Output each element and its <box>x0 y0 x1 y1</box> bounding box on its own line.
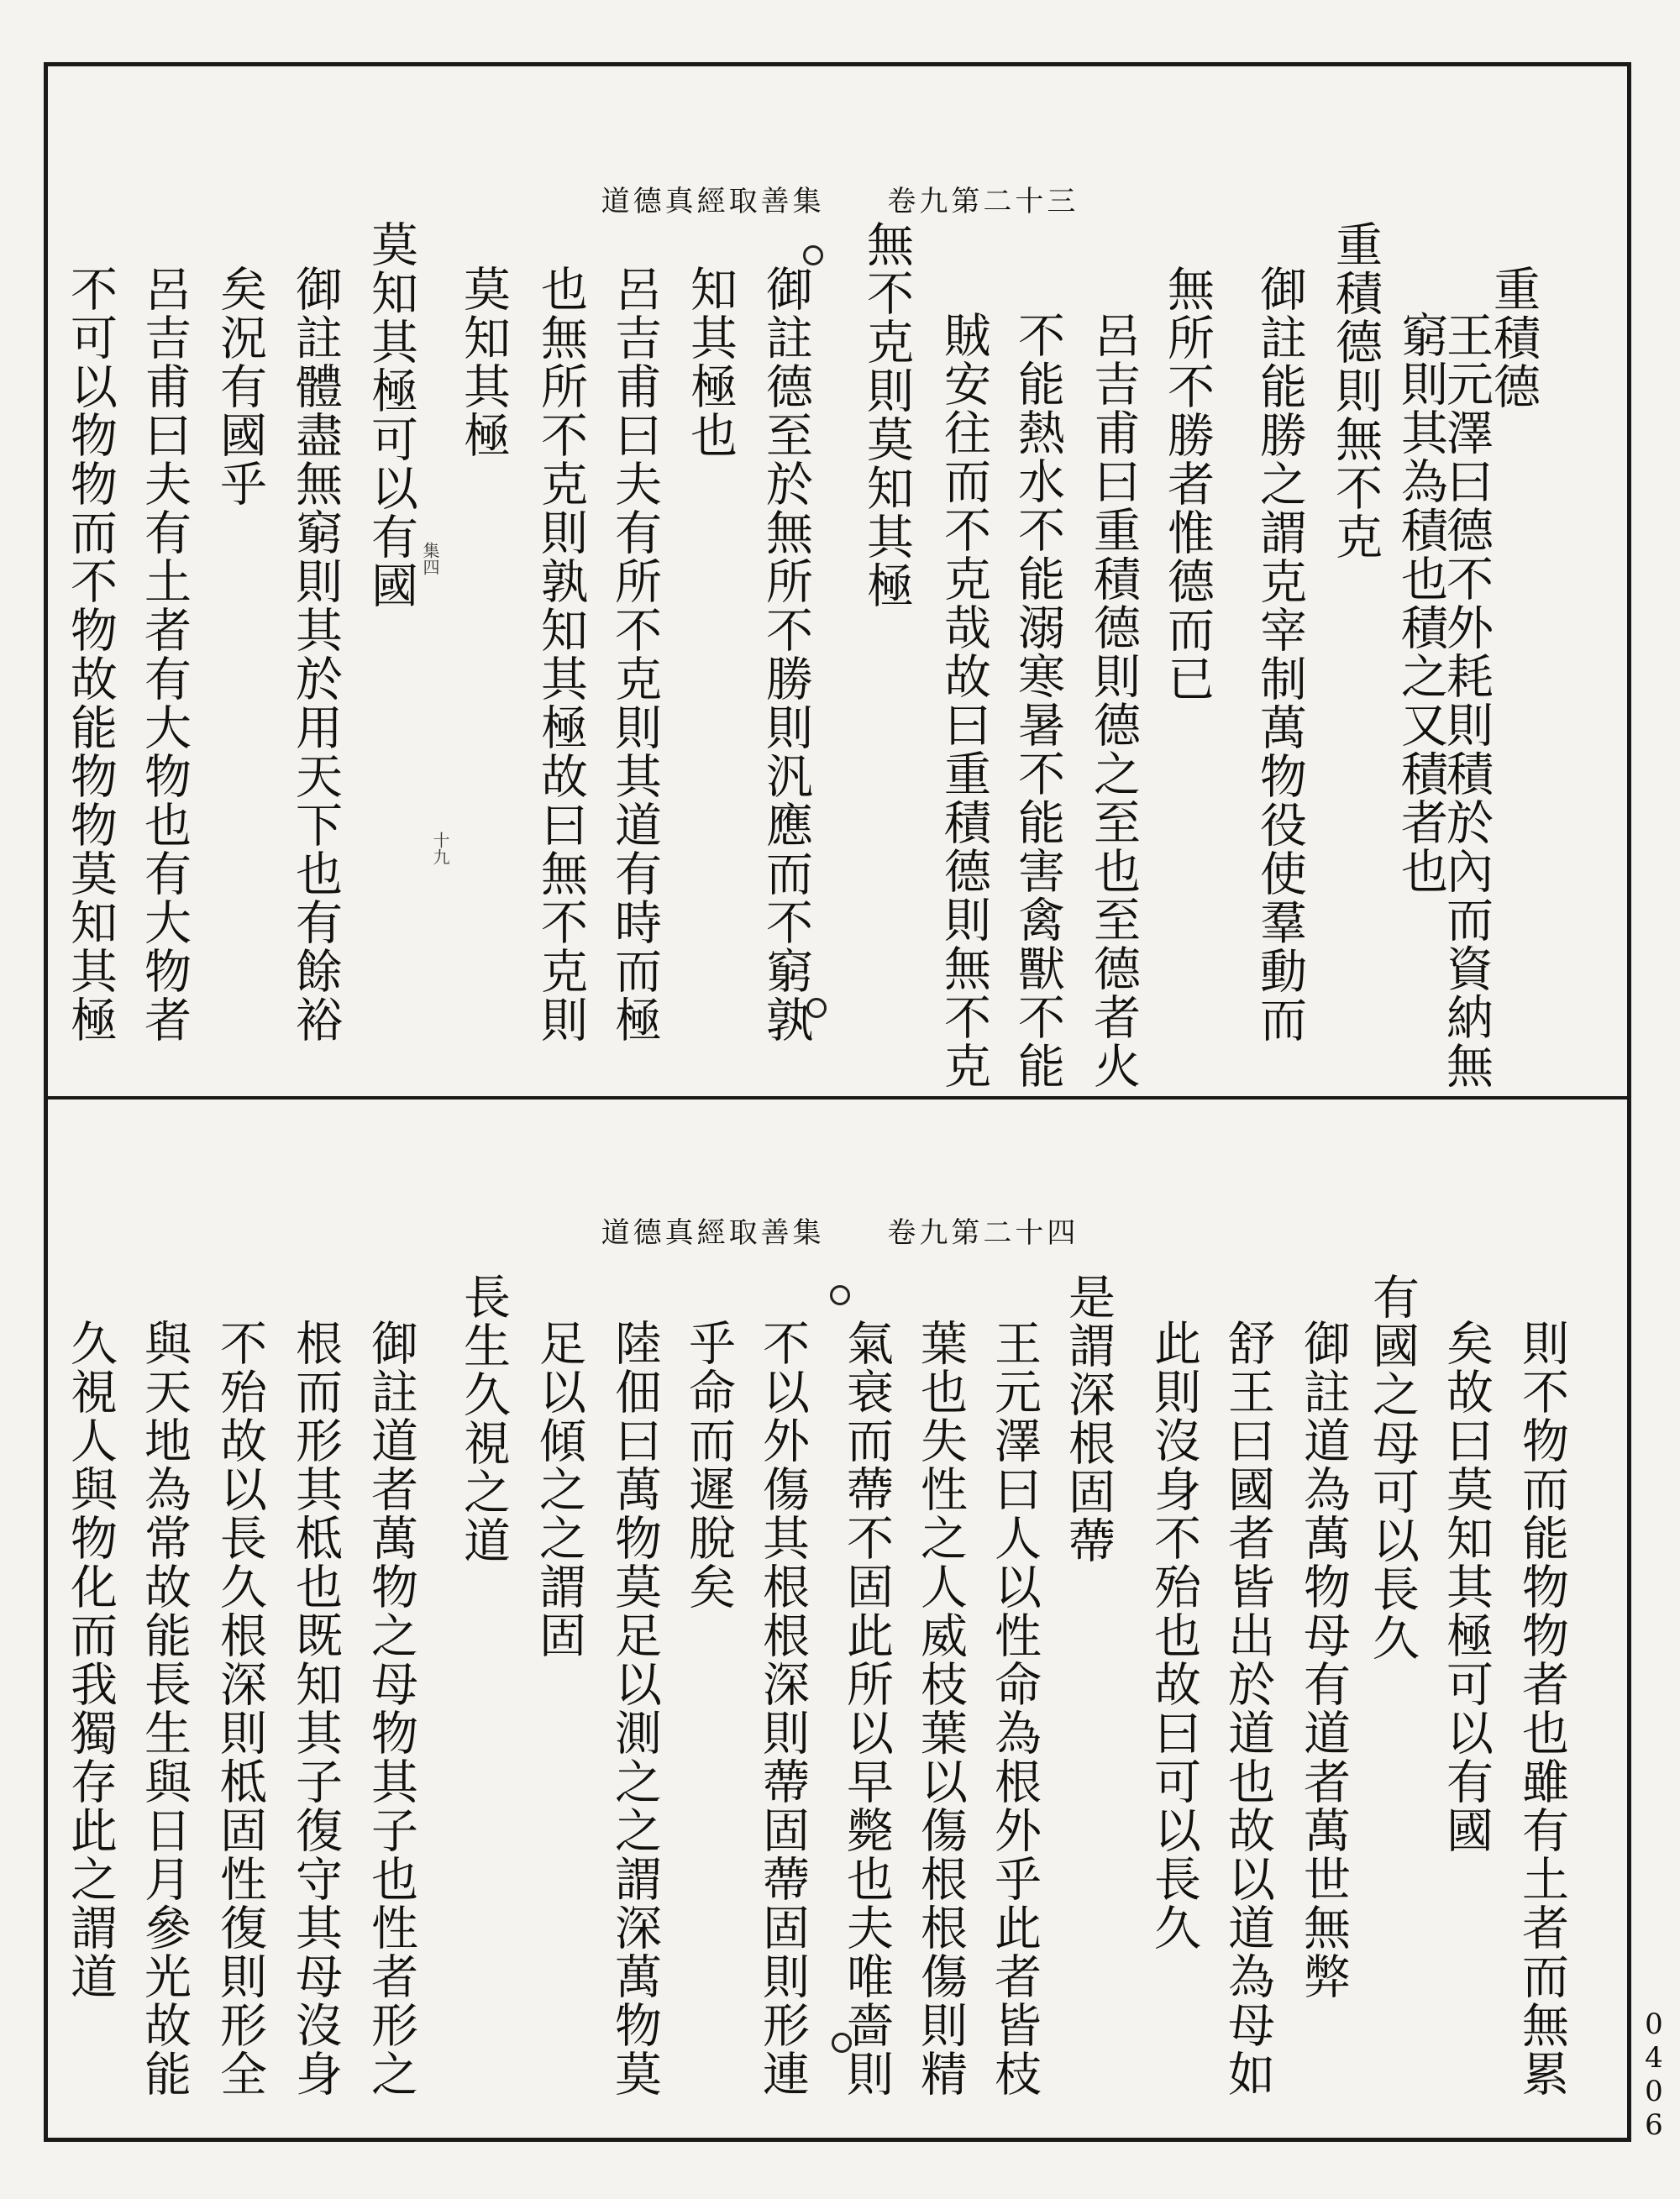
bottom-running-header <box>0 1210 1680 1251</box>
top-column: 矣況有國乎 <box>213 265 267 508</box>
top-column: 御註體盡無窮則其於用天下也有餘裕 <box>288 265 343 1044</box>
bottom-column: 陸佃曰萬物莫足以測之之謂深萬物莫 <box>607 1319 662 2098</box>
bottom-column: 御註道為萬物母有道者萬世無弊 <box>1296 1319 1351 2001</box>
bottom-column: 氣衰而蔕不固此所以早斃也夫唯嗇則 <box>839 1319 894 2098</box>
bottom-column: 足以傾之之謂固 <box>532 1319 586 1660</box>
section-circle-mark <box>832 2033 852 2053</box>
bottom-column: 矣故曰莫知其極可以有國 <box>1439 1319 1494 1855</box>
bottom-column: 是謂深根固蔕 <box>1061 1273 1116 1565</box>
bottom-header-title: 道德真經取善集 <box>601 1216 825 1250</box>
top-column: 窮則其為積也積之又積者也 <box>1394 311 1448 895</box>
top-column: 呂吉甫曰夫有所不克則其道有時而極 <box>607 265 662 1044</box>
top-column: 呂吉甫曰夫有土者有大物也有大物者 <box>137 265 192 1044</box>
top-column: 不可以物物而不物故能物物莫知其極 <box>63 265 118 1044</box>
page-number: 0406 <box>1637 2007 1671 2142</box>
bottom-column: 則不物而能物物者也雖有土者而無累 <box>1515 1319 1569 2098</box>
margin-note-collection: 集四 <box>420 542 440 575</box>
top-header-volume: 卷九第二十三 <box>887 185 1079 218</box>
top-column: 知其極也 <box>683 265 738 459</box>
half-divider <box>44 1096 1631 1100</box>
bottom-column: 長生久視之道 <box>456 1273 511 1565</box>
top-running-header <box>0 178 1680 219</box>
bottom-column: 此則沒身不殆也故曰可以長久 <box>1147 1319 1201 1952</box>
top-column: 無所不勝者惟德而已 <box>1160 265 1215 703</box>
top-column: 重積德 <box>1486 265 1541 411</box>
top-column: 無不克則莫知其極 <box>859 220 914 610</box>
top-header-title: 道德真經取善集 <box>601 185 825 218</box>
section-circle-mark <box>803 245 823 265</box>
bottom-column: 不殆故以長久根深則柢固性復則形全 <box>213 1319 267 2098</box>
section-circle-mark <box>830 1285 850 1305</box>
section-circle-mark <box>806 998 827 1018</box>
bottom-column: 不以外傷其根根深則蔕固蔕固則形連 <box>755 1319 810 2098</box>
bottom-column: 根而形其柢也既知其子復守其母沒身 <box>288 1319 343 2098</box>
top-column: 不能熱水不能溺寒暑不能害禽獸不能 <box>1011 311 1065 1090</box>
bottom-header-volume: 卷九第二十四 <box>887 1216 1079 1250</box>
top-column: 莫知其極 <box>456 265 511 459</box>
top-column: 御註德至於無所不勝則汎應而不窮孰 <box>759 265 813 1044</box>
bottom-column: 乎命而遲脫矣 <box>681 1319 736 1611</box>
bottom-column: 舒王曰國者皆出於道也故以道為母如 <box>1221 1319 1275 2098</box>
top-column: 重積德則無不克 <box>1328 220 1383 561</box>
bottom-column: 王元澤曰人以性命為根外乎此者皆枝 <box>987 1319 1042 2098</box>
bottom-column: 久視人與物化而我獨存此之謂道 <box>63 1319 118 2001</box>
top-column: 賊安往而不克哉故曰重積德則無不克 <box>937 311 991 1090</box>
bottom-column: 與天地為常故能長生與日月參光故能 <box>137 1319 192 2098</box>
top-column: 王元澤曰德不外耗則積於內而資納無 <box>1439 311 1494 1090</box>
top-column: 御註能勝之謂克宰制萬物役使羣動而 <box>1252 265 1307 1044</box>
bottom-column: 御註道者萬物之母物其子也性者形之 <box>364 1319 418 2098</box>
bottom-column: 葉也失性之人威枝葉以傷根根傷則精 <box>913 1319 968 2098</box>
top-column: 呂吉甫曰重積德則德之至也至德者火 <box>1086 311 1141 1090</box>
margin-note-folio: 十九 <box>430 832 450 865</box>
bottom-column: 有國之母可以長久 <box>1365 1273 1420 1662</box>
top-column: 莫知其極可以有國 <box>364 220 418 610</box>
top-column: 也無所不克則孰知其極故曰無不克則 <box>533 265 588 1044</box>
